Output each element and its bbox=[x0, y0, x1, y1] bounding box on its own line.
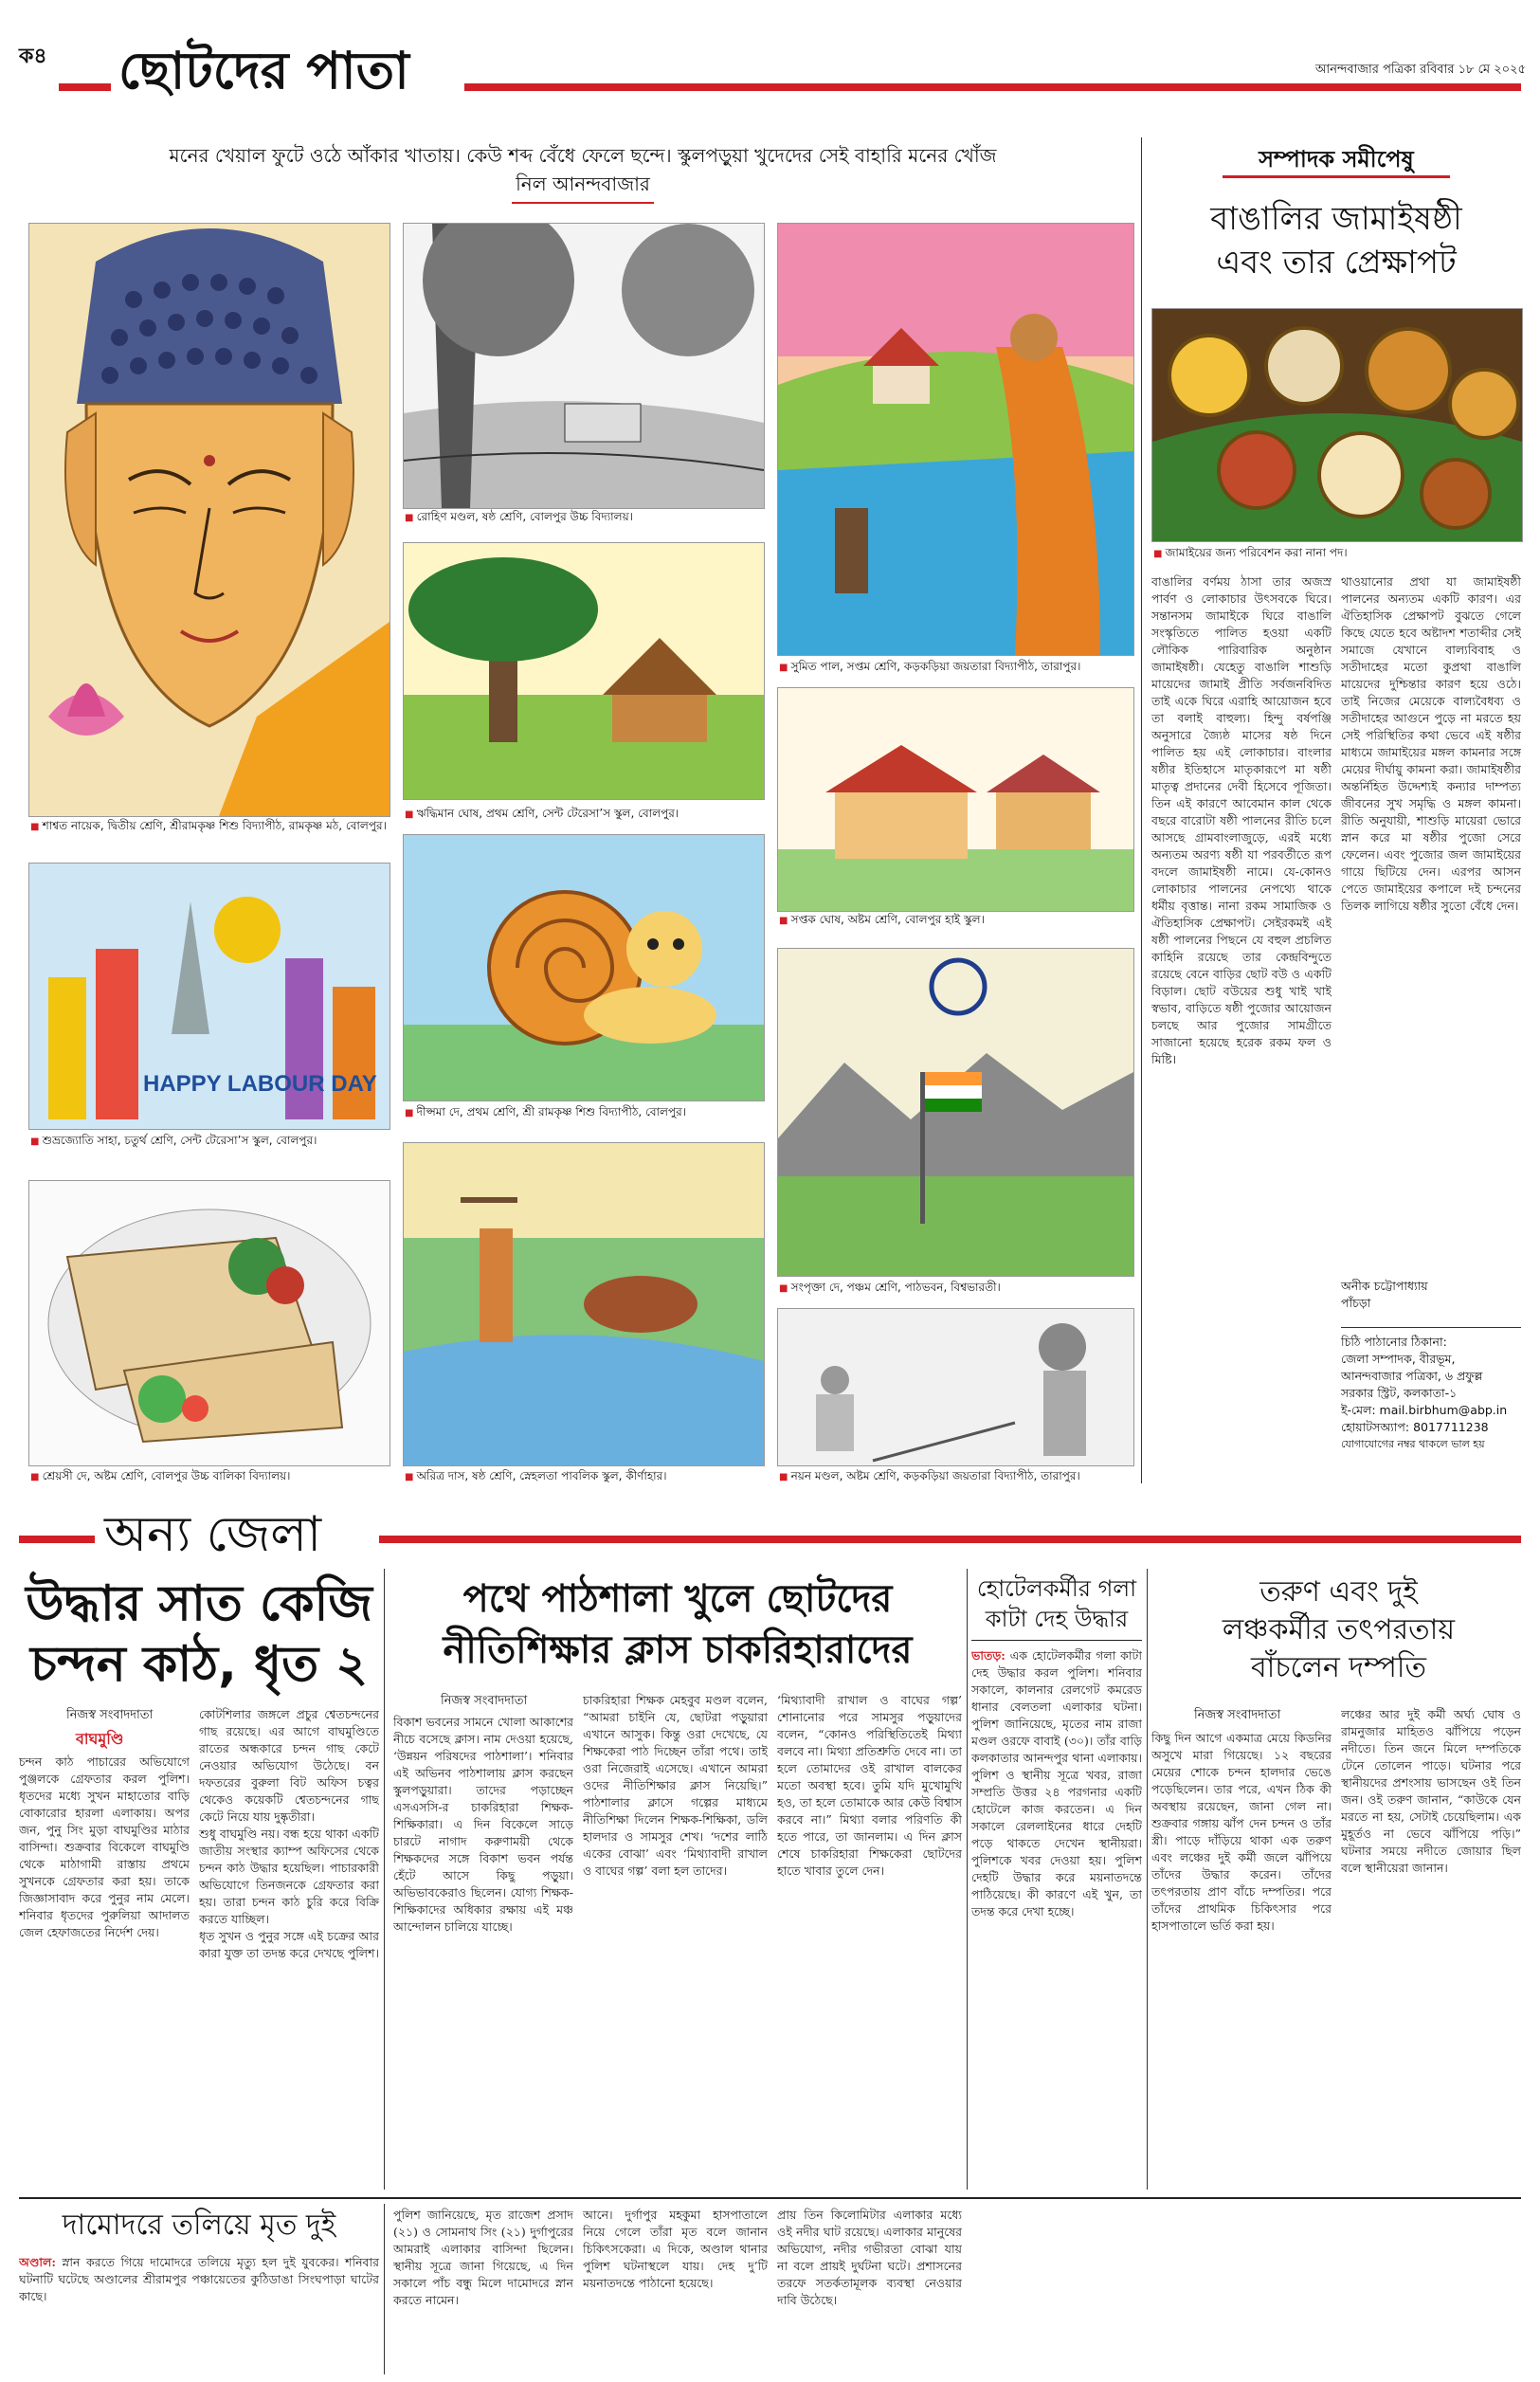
labour-day-text: HAPPY LABOUR DAY bbox=[143, 1071, 377, 1097]
drawing-snail bbox=[403, 834, 765, 1101]
section-title: ছোটদের পাতা bbox=[118, 41, 409, 100]
drawing-buddha bbox=[28, 223, 390, 817]
story1-paragraph: কোটশিলার জঙ্গলে প্রচুর শ্বেতচন্দনের গাছ রয়েছে। এর আগে বাঘমুণ্ডিতে রাতের অন্ধকারে চন্দন গাছ কেটে নেওয়ার অভিযোগ উঠেছে। বন দফতরের বুরুলা বিট অফিস চত্বর থেকেও কয়েকটি শ্বেতচন্দনের গাছ কেটে নিয়ে যায় দুষ্কৃতীরা। bbox=[199, 1707, 379, 1824]
story3-headline-line-1: হোটেলকর্মীর গলা bbox=[976, 1575, 1137, 1602]
paper-date: আনন্দবাজার পত্রিকা রবিবার ১৮ মে ২০২৫ bbox=[1315, 63, 1526, 77]
story1-headline-line-2: চন্দন কাঠ, ধৃত ২ bbox=[29, 1636, 369, 1693]
story5-dateline: অণ্ডাল: bbox=[19, 2255, 56, 2269]
story1-paragraph: ধৃত সুখন ও পুনুর সঙ্গে এই চক্রের আর কারা যুক্ত তা তদন্ত করে দেখছে পুলিশ। bbox=[199, 1929, 379, 1960]
story5-text: স্নান করতে গিয়ে দামোদরে তলিয়ে মৃত্যু হল দুই যুবকের। শনিবার ঘটনাটি ঘটেছে অণ্ডালের শ্রীরামপুর পঞ্চায়েতের কুঠিডাঙা সিংঘপাড়া ঘাটের কাছে। bbox=[19, 2255, 379, 2303]
story4-byline: নিজস্ব সংবাদদাতা bbox=[1194, 1708, 1281, 1722]
story2-headline bbox=[393, 1573, 962, 1676]
story4-headline-line-3: বাঁচলেন দম্পতি bbox=[1250, 1651, 1427, 1684]
section2-title: অন্য জেলা bbox=[104, 1506, 322, 1563]
masthead-rule-right bbox=[464, 83, 1521, 91]
story3-headline-line-2: কাটা দেহ উদ্ধার bbox=[985, 1606, 1129, 1632]
drawing-labour-day bbox=[28, 863, 390, 1130]
story1-paragraph: শুধু বাঘমুণ্ডি নয়। বন্ধ হয়ে থাকা একটি জাতীয় সংস্থার ক্যাম্প অফিসের থেকে চন্দন কাঠ উদ্ধার হয়েছিল। পাচারকারী অভিযোগে তিনজনকে গ্রেফতার করা হয়। তারা চন্দন কাঠ চুরি করে বিক্রি করতে যাচ্ছিল। bbox=[199, 1827, 379, 1926]
drawing-houses bbox=[777, 687, 1134, 912]
drawing-farmer bbox=[403, 1142, 765, 1466]
contact-line: সরকার স্ট্রিট, কলকাতা-১ bbox=[1341, 1386, 1458, 1400]
story1-body-col-2 bbox=[199, 1706, 379, 2190]
caption-drawing: ■ ঋদ্ধিমান ঘোষ, প্রথম শ্রেণি, সেন্ট টেরেসা’স স্কুল, বোলপুর। bbox=[405, 807, 763, 822]
story3-dateline: ভাতড়: bbox=[971, 1648, 1006, 1663]
drawing-hut-tree bbox=[403, 542, 765, 800]
editorial-kicker: সম্পাদক সমীপেষু bbox=[1259, 146, 1414, 173]
caption-drawing: ■ সপ্তক ঘোষ, অষ্টম শ্রেণি, বোলপুর হাই স্কুল। bbox=[779, 913, 1132, 928]
intro-line-2: নিল আনন্দবাজার bbox=[512, 171, 654, 204]
editorial-title bbox=[1151, 197, 1521, 284]
caption-drawing: ■ সুমিত পাল, সপ্তম শ্রেণি, কড়কড়িয়া জয়তারা বিদ্যাপীঠ, তারাপুর। bbox=[779, 660, 1132, 675]
intro-line-1: মনের খেয়াল ফুটে ওঠে আঁকার খাতায়। কেউ শব্দ বেঁধে ফেলে ছন্দে। স্কুলপড়ুয়া খুদেদের সেই বাহারি মনের খোঁজ bbox=[169, 144, 997, 167]
masthead-rule-left bbox=[59, 83, 111, 91]
story4-body-col-2: লঞ্চের আর দুই কর্মী অর্ঘ্য ঘোষ ও রামনুজার মাহিতও ঝাঁপিয়ে পড়েন নদীতে। তিন জনে মিলে দম্পতিকে টেনে তোলেন পাড়ে। ঘটনার পরে স্থানীয়দের প্রশংসায় ভাসছেন ওই তিন জন। ওই তরুণ জানান, “কাউকে যেন মরতে না হয়, সেটাই চেয়েছিলাম। এক মুহূর্তও না ভেবে ঝাঁপিয়ে পড়ি।” ঘটনার সময়ে নদীতে জোয়ার ছিল বলে স্থানীয়েরা জানান। bbox=[1341, 1707, 1521, 1875]
story1-headline-line-1: উদ্ধার সাত কেজি bbox=[26, 1575, 372, 1632]
contact-email[interactable]: ই-মেল: mail.birbhum@abp.in bbox=[1341, 1403, 1508, 1417]
caption-drawing: ■ রোহিণ মণ্ডল, ষষ্ঠ শ্রেণি, বোলপুর উচ্চ বিদ্যালয়। bbox=[405, 510, 763, 525]
story3-text: এক হোটেলকর্মীর গলা কাটা দেহ উদ্ধার করল পুলিশ। শনিবার সকালে, কালনার রেলগেট কমরেড ধানার বেলতলা এলাকার ঘটনা। পুলিশ জানিয়েছে, মৃতের নাম রাজা মণ্ডল ওরফে বাবাই (৩০)। তাঁর বাড়ি কলকাতার আনন্দপুর থানা এলাকায়। পুলিশ ও স্থানীয় সূত্রে খবর, রাজা সম্প্রতি উত্তর ২৪ পরগনার একটি হোটেলে কাজ করতেন। এ দিন সকালে রেললাইনের ধারে দেহটি পড়ে থাকতে দেখেন স্থানীয়রা। পুলিশকে খবর দেওয়া হয়। পুলিশ দেহটি উদ্ধার করে ময়নাতদন্তে পাঠিয়েছে। কী কারণে এই খুন, তা তদন্ত করে দেখা হচ্ছে। bbox=[971, 1648, 1142, 1918]
contact-note: যোগাযোগের নম্বর থাকলে ভাল হয় bbox=[1341, 1438, 1485, 1450]
drawing-pencil-girls bbox=[777, 1308, 1134, 1466]
drawing-village-river bbox=[777, 223, 1134, 656]
story1-headline bbox=[19, 1573, 379, 1695]
editorial-title-line-2: এবং তার প্রেক্ষাপট bbox=[1216, 244, 1457, 282]
contact-line: জেলা সম্পাদক, বীরভূম, bbox=[1341, 1352, 1456, 1366]
letters-contact-box bbox=[1341, 1327, 1521, 1453]
caption-drawing: ■ শ্রেয়সী দে, অষ্টম শ্রেণি, বোলপুর উচ্চ বালিকা বিদ্যালয়। bbox=[30, 1469, 389, 1484]
editorial-author-place: পাঁচড়া bbox=[1341, 1296, 1371, 1310]
caption-drawing: ■ সংপৃক্তা দে, পঞ্চম শ্রেণি, পাঠভবন, বিশ্বভারতী। bbox=[779, 1281, 1132, 1296]
drawing-pencil-landscape bbox=[403, 223, 765, 509]
story4-headline-line-1: তরুণ এবং দুই bbox=[1259, 1575, 1418, 1609]
story5-body-col-1 bbox=[19, 2254, 379, 2377]
drawing-wraps bbox=[28, 1180, 390, 1466]
photo-jamai-dishes bbox=[1151, 308, 1523, 542]
editorial-body-col-2: থাওয়ানোর প্রথা যা জামাইষষ্ঠী পালনের অন্যতম একটি কারণ। এর ঐতিহাসিক প্রেক্ষাপট বুঝতে গেলে কিছে যেতে হবে অষ্টাদশ শতাব্দীর সেই সমাজে যেখানে বাল্যবিবাহ ও সতীদাহের মতো কুপ্রথা বাঙালি মায়েদের দুশ্চিন্তার কারণ হয়ে ওঠে। তাই নিজের মেয়েকে বাল্যবৈধব্য ও সতীদাহের আগুনে পুড়ে না মরতে হয় সেই পরিস্থিতির কথা ভেবে এই ষষ্ঠীর মাধ্যমে জামাইয়ের মঙ্গল কামনার সঙ্গে মেয়ের দীর্ঘায়ু কামনা করা। জামাইষষ্ঠীর অন্তর্নিহিত উদ্দেশ্যই কন্যার দাম্পত্য জীবনের সুখ সমৃদ্ধি ও মঙ্গল কামনা। রীতি অনুযায়ী, শাশুড়ি মায়েরা ভোরে স্নান করে মা ষষ্ঠীর পুজো সেরে ফেলেন। এবং পুজোর জল জামাইয়ের গায়ে ছিটিয়ে দেন। এরপর আসন পেতে জামাইয়ের কপালে দই চন্দনের তিলক লাগিয়ে ষষ্ঠীর সুতো বেঁধে দেন। bbox=[1341, 574, 1521, 913]
contact-whatsapp: হোয়াটসঅ্যাপ: 8017711238 bbox=[1341, 1420, 1489, 1434]
divider bbox=[1147, 1569, 1148, 2190]
story5-body-col-2: পুলিশ জানিয়েছে, মৃত রাজেশ প্রসাদ (২১) ও সোমনাথ সিং (২১) দুর্গাপুরের আমরাই এলাকার বাসিন্দা ছিলেন। স্থানীয় সূত্রে জানা গিয়েছে, এ দিন সকালে পাঁচ বন্ধু মিলে দামোদরে স্নান করতে নামেন। bbox=[393, 2208, 573, 2307]
divider bbox=[1141, 137, 1142, 1483]
editorial-title-line-1: বাঙালির জামাইষষ্ঠী bbox=[1210, 200, 1462, 238]
divider bbox=[967, 1569, 968, 2190]
story2-body-col-1: বিকাশ ভবনের সামনে খোলা আকাশের নীচে বসেছে ক্লাস। নাম দেওয়া হয়েছে, ‘উন্নয়ন পরিষদের পাঠশালা’। শনিবার এই অভিনব পাঠশালায় ক্লাস করছেন স্কুলপড়ুয়ারা। তাদের পড়াচ্ছেন এসএসসি-র চাকরিহারা শিক্ষক-শিক্ষিকারা। এ দিন বিকেলে সাড়ে চারটে নাগাদ করুণাময়ী থেকে শিক্ষকদের সঙ্গে বিকাশ ভবন পর্যন্ত হেঁটে আসে কিছু পড়ুয়া। অভিভাবকেরাও ছিলেন। যোগ্য শিক্ষক-শিক্ষিকাদের অধিকার রক্ষায় এই মঞ্চ আন্দোলন চালিয়ে যাচ্ছে। bbox=[393, 1715, 573, 1934]
section2-rule-right bbox=[379, 1536, 1521, 1543]
editorial-body-col-1: বাঙালির বর্ণময় ঠাসা তার অজস্র পার্বণ ও লোকাচার উৎসবকে ঘিরে। সন্তানসম জামাইকে ঘিরে বাঙালি সংস্কৃতিতে পালিত হওয়া একটি লৌকিক পারিবারিক অনুষ্ঠান জামাইষষ্ঠী। যেহেতু বাঙালি শাশুড়ি মায়েদের জামাই প্রীতি সর্বজনবিদিত তাই একে ঘিরে এরাহি আয়োজন হবে তা বলাই বাহুল্য। হিন্দু বর্ষপঞ্জি অনুসারে জ্যৈষ্ঠ মাসের ষষ্ঠ দিনে পালিত হয় এই লোকাচার। বাংলার ষষ্ঠীর ইতিহাসে মাতৃকারূপে মা ষষ্ঠী মাতৃত্ব প্রদানের দেবী হিসেবে পূজিতা। তিন এই কারণে আবেমান কাল থেকে বছরে বারোটা ষষ্ঠী পালনের রীতি চলে আসছে গ্রামবাংলাজুড়ে, এরই মধ্যে অন্যতম অরণ্য ষষ্ঠী যা পরবর্তীতে রূপ বদলে জামাইষষ্ঠী নামে। যে-কোনও লোকাচার পালনের নেপথ্যে থাকে ধর্মীয় বৃত্তান্ত। নানা রকম সামাজিক ও ঐতিহাসিক প্রেক্ষাপট। সেইরকমই এই ষষ্ঠী পালনের পিছনে যে বহুল প্রচলিত কাহিনি রয়েছে তার কেন্দ্রবিন্দুতে রয়েছে বেনে বাড়ির ছোট বউ ও একটি বিড়াল। ছোট বউয়ের শুধু খাই খাই স্বভাব, বাড়িতে ষষ্ঠী পুজোর আয়োজন চলছে আর পুজোর সামগ্রীতে সাজানো হয়েছে হরেক রকম ফল ও মিষ্টি। bbox=[1151, 574, 1332, 1066]
caption-drawing: ■ অরিত্র দাস, ষষ্ঠ শ্রেণি, স্নেহলতা পাবলিক স্কুল, কীর্ণাহার। bbox=[405, 1469, 763, 1484]
story2-body-col-3: ‘মিথ্যাবাদী রাখাল ও বাঘের গল্প’ শোনানোর পরে সামসুর পড়ুয়াদের বলেন, “কোনও পরিস্থিতিতেই মিথ্যা বলবে না। মিথ্যা প্রতিশ্রুতি দেবে না। তা হলে তোমাদের ওই রাখাল বালকের মতো অবস্থা হবে। তুমি যদি মুখোমুখি হও, তা হলে তোমাকে আর কেউ বিশ্বাস করবে না।” মিথ্যা বলার পরিণতি কী হতে পারে, তা জানলাম। এ দিন ক্লাস শেষে চাকরিহারা শিক্ষকেরা ছোটদের হাতে খাবার তুলে দেন। bbox=[777, 1693, 962, 1878]
divider bbox=[384, 1569, 385, 2190]
caption-drawing: ■ শুভ্রজ্যোতি সাহা, চতুর্থ শ্রেণি, সেন্ট টেরেসা’স স্কুল, বোলপুর। bbox=[30, 1134, 389, 1149]
editorial-author: অনীক চট্টোপাধ্যায় bbox=[1341, 1279, 1428, 1293]
contact-line: চিঠি পাঠানোর ঠিকানা: bbox=[1341, 1335, 1447, 1349]
story3-headline bbox=[971, 1573, 1142, 1634]
story5-headline: দামোদরে তলিয়ে মৃত দুই bbox=[62, 2209, 336, 2242]
story3-body bbox=[971, 1647, 1142, 2188]
caption-drawing: ■ দীপ্সমা দে, প্রথম শ্রেণি, শ্রী রামকৃষ্ণ শিশু বিদ্যাপীঠ, বোলপুর। bbox=[405, 1105, 763, 1120]
story4-headline bbox=[1151, 1573, 1526, 1687]
contact-line: আনন্দবাজার পত্রিকা, ৬ প্রফুল্ল bbox=[1341, 1369, 1483, 1383]
editorial-kicker-rule bbox=[1223, 175, 1450, 178]
story5-body-col-3: আনে। দুর্গাপুর মহকুমা হাসপাতালে নিয়ে গেলে তাঁরা মৃত বলে জানান চিকিৎসকেরা। এ দিকে, অণ্ডাল থানার পুলিশ ঘটনাস্থলে যায়। দেহ দু’টি ময়নাতদন্তে পাঠানো হয়েছে। bbox=[583, 2208, 768, 2290]
story2-body-col-2: চাকরিহারা শিক্ষক মেহবুব মণ্ডল বলেন, “আমরা চাইনি যে, ছোটরা পড়ুয়ারা এখানে আসুক। কিন্তু ওরা দেখেছে, যে শিক্ষকেরা পাঠ দিচ্ছেন তাঁরা পথে। তাই ওরা নিজেরাই এসেছে। এখানে আমরা ওদের নীতিশিক্ষার ক্লাস নিয়েছি।” পাঠশালার ক্লাসে গল্পের মাধ্যমে নীতিশিক্ষা দিলেন শিক্ষক-শিক্ষিকা, ডলি হালদার ও সামসুর শেখ। ‘দশের লাঠি একের বোঝা’ এবং ‘মিথ্যাবাদী রাখাল ও বাঘের গল্প’ বলা হল তাদের। bbox=[583, 1693, 768, 1878]
story2-headline-line-2: নীতিশিক্ষার ক্লাস চাকরিহারাদের bbox=[443, 1628, 913, 1672]
caption-drawing: ■ নয়ন মণ্ডল, অষ্টম শ্রেণি, কড়কড়িয়া জয়তারা বিদ্যাপীঠ, তারাপুর। bbox=[779, 1469, 1132, 1484]
story3-head-rule bbox=[971, 1640, 1142, 1641]
story2-headline-line-1: পথে পাঠশালা খুলে ছোটদের bbox=[462, 1577, 893, 1621]
story5-body-col-4: প্রায় তিন কিলোমিটার এলাকার মধ্যে ওই নদীর ঘাট রয়েছে। এলাকার মানুষের অভিযোগ, নদীর গভীরতা বোঝা যায় না বলে প্রায়ই দুর্ঘটনা ঘটে। প্রশাসনের তরফে সতর্কতামূলক ব্যবস্থা নেওয়ার দাবি উঠেছে। bbox=[777, 2208, 962, 2307]
divider bbox=[384, 2204, 385, 2374]
section2-rule-left bbox=[19, 1536, 95, 1543]
story1-body-col-1: চন্দন কাঠ পাচারের অভিযোগে পুঞ্জলকে গ্রেফতার করল পুলিশ। ধৃতদের মধ্যে সুখন মাহাতোর বাড়ি বোকারোর হারলা এলাকায়। অপর জন, পুনু সিং মুড়া বাঘমুণ্ডির মাঠার বাসিন্দা। শুক্রবার বিকেলে বাঘমুণ্ডি থেকে মাঠাগামী রাস্তায় প্রথমে সুখনকে গ্রেফতার করা হয়। তাকে জিজ্ঞাসাবাদ করে পুনুর নাম মেলে। শনিবার ধৃতদের পুরুলিয়া আদালত জেল হেফাজতের নির্দেশ দেয়। bbox=[19, 1755, 190, 1939]
story4-headline-line-2: লঞ্চকর্মীর তৎপরতায় bbox=[1222, 1613, 1456, 1646]
caption-drawing: ■ শাশ্বত নায়েক, দ্বিতীয় শ্রেণি, শ্রীরামকৃষ্ণ শিশু বিদ্যাপীঠ, রামকৃষ্ণ মঠ, বোলপুর। bbox=[30, 819, 389, 834]
editorial-signoff bbox=[1341, 1278, 1521, 1312]
story1-byline: নিজস্ব সংবাদদাতা bbox=[66, 1708, 154, 1722]
story2-byline: নিজস্ব সংবাদদাতা bbox=[441, 1694, 528, 1708]
story4-body-col-1: কিছু দিন আগে একমাত্র মেয়ে কিডনির অসুখে মারা গিয়েছে। ১২ বছরের মেয়ের শোকে চন্দন হালদার ভেঙে পড়েছিলেন। তার পরে, এখন ঠিক কী অবস্থায় রয়েছেন, জানা গেল না। শুক্রবার গঙ্গায় ঝাঁপ দেন চন্দন ও তাঁর স্ত্রী। পাড়ে দাঁড়িয়ে থাকা এক তরুণ এবং লঞ্চের দুই কর্মী জলে ঝাঁপিয়ে তাঁদের উদ্ধার করেন। তাঁদের তৎপরতায় প্রাণ বাঁচে দম্পতির। পরে তাঁদের প্রাথমিক চিকিৎসার পরে হাসপাতালে ভর্তি করা হয়। bbox=[1151, 1731, 1332, 1933]
page-number: ক৪ bbox=[19, 45, 47, 68]
editorial-photo-caption: ■ জামাইয়ের জন্য পরিবেশন করা নানা পদ। bbox=[1153, 546, 1521, 561]
story5-top-rule bbox=[19, 2197, 1521, 2199]
drawing-flag bbox=[777, 948, 1134, 1277]
story1-dateline: বাঘমুণ্ডি bbox=[76, 1730, 124, 1748]
